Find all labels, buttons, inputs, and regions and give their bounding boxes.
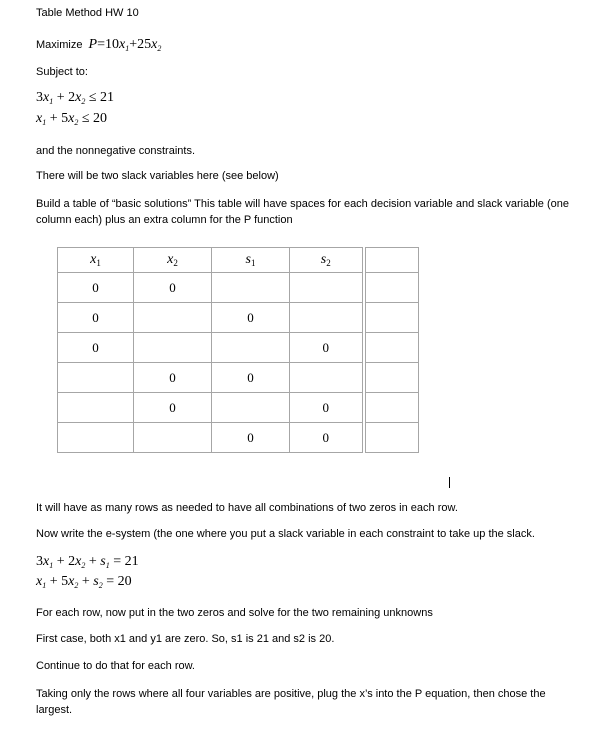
table-cell: 0 bbox=[290, 423, 364, 453]
page-title: Table Method HW 10 bbox=[36, 7, 139, 19]
table-row bbox=[58, 333, 419, 363]
table-row bbox=[58, 423, 419, 453]
table-cell: 0 bbox=[134, 393, 212, 423]
table-cell bbox=[364, 333, 419, 363]
header-p-column bbox=[364, 248, 419, 273]
build-table-note: Build a table of “basic solutions” This table will have spaces for each decision variable and slack variable (one column each) plus an extra column for the P function bbox=[36, 198, 569, 226]
nonneg-note: and the nonnegative constraints. bbox=[36, 145, 196, 157]
table-cell bbox=[364, 393, 419, 423]
final-note: Taking only the rows where all four variables are positive, plug the x’s into the P equation, then chose the largest. bbox=[36, 688, 546, 716]
table-cell: 0 bbox=[212, 423, 290, 453]
table-cell bbox=[134, 333, 212, 363]
table-cell bbox=[364, 303, 419, 333]
esystem-equation-1: $3x_1 + 2x_2 + s_1 = 21$ bbox=[36, 554, 139, 570]
table-cell bbox=[290, 363, 364, 393]
header-s2: $s_2$ bbox=[290, 248, 364, 273]
table-cell bbox=[290, 273, 364, 303]
table-cell: 0 bbox=[134, 363, 212, 393]
table-cell: 0 bbox=[212, 363, 290, 393]
constraint-2: $x_1 + 5x_2 \le 20$ bbox=[36, 111, 108, 127]
continue-note: Continue to do that for each row. bbox=[36, 660, 195, 672]
table-row bbox=[58, 303, 419, 333]
slack-note: There will be two slack variables here (see below) bbox=[36, 170, 279, 182]
table-cell bbox=[364, 423, 419, 453]
objective-line bbox=[36, 38, 161, 55]
text-cursor bbox=[449, 477, 450, 488]
subject-to-label: Subject to: bbox=[36, 66, 88, 78]
table-cell: 0 bbox=[134, 273, 212, 303]
table-row bbox=[58, 363, 419, 393]
table-cell: 0 bbox=[290, 393, 364, 423]
table-cell bbox=[134, 423, 212, 453]
esystem-note: Now write the e-system (the one where you put a slack variable in each constraint to take up the slack. bbox=[36, 528, 535, 540]
table-row bbox=[58, 273, 419, 303]
table-cell bbox=[134, 303, 212, 333]
table-cell bbox=[58, 423, 134, 453]
header-s1: $s_1$ bbox=[212, 248, 290, 273]
table-cell bbox=[212, 273, 290, 303]
table-row bbox=[58, 393, 419, 423]
table-cell bbox=[364, 363, 419, 393]
rows-note: It will have as many rows as needed to have all combinations of two zeros in each row. bbox=[36, 502, 458, 514]
objective-equation: $P=10x_1+25x_2$ bbox=[88, 37, 162, 53]
objective-label: Maximize bbox=[36, 39, 83, 51]
table-cell bbox=[58, 393, 134, 423]
basic-solutions-table bbox=[57, 247, 419, 453]
table-cell: 0 bbox=[212, 303, 290, 333]
table-cell: 0 bbox=[58, 333, 134, 363]
table-cell bbox=[58, 363, 134, 393]
table-cell bbox=[290, 303, 364, 333]
table-cell bbox=[364, 273, 419, 303]
table-cell: 0 bbox=[58, 273, 134, 303]
each-row-note: For each row, now put in the two zeros and solve for the two remaining unknowns bbox=[36, 607, 433, 619]
constraint-1: $3x_1 + 2x_2 \le 21$ bbox=[36, 90, 115, 106]
table-cell: 0 bbox=[290, 333, 364, 363]
header-x1: $x_1$ bbox=[58, 248, 134, 273]
first-case-note: First case, both x1 and y1 are zero. So, s1 is 21 and s2 is 20. bbox=[36, 633, 335, 645]
header-x2: $x_2$ bbox=[134, 248, 212, 273]
table-cell bbox=[212, 333, 290, 363]
table-cell bbox=[212, 393, 290, 423]
table-cell: 0 bbox=[58, 303, 134, 333]
esystem-equation-2: $x_1 + 5x_2 + s_2 = 20$ bbox=[36, 574, 132, 590]
